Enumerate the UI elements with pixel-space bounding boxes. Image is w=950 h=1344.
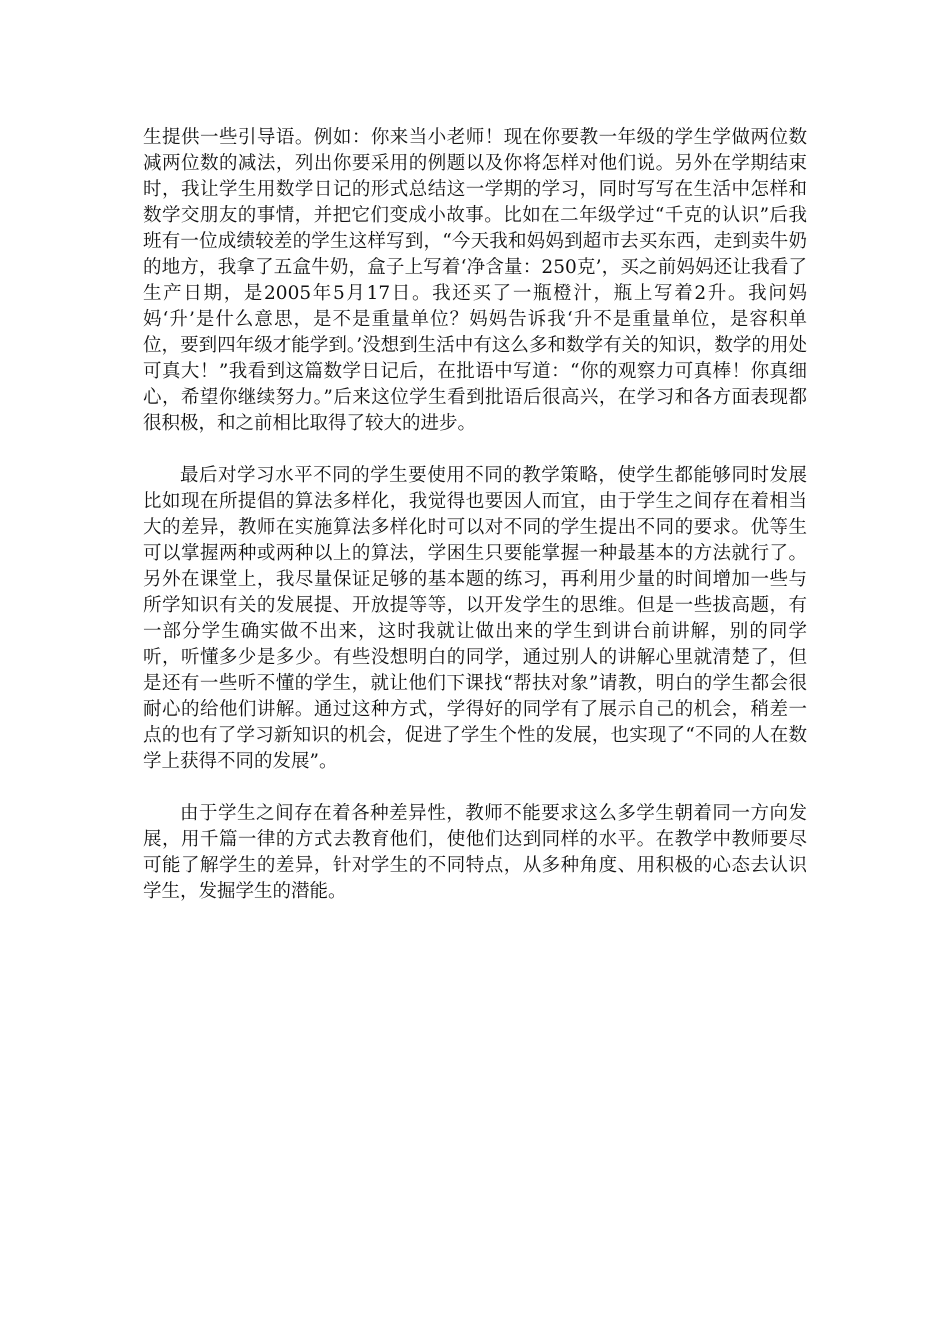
paragraph-1: 生提供一些引导语。例如：你来当小老师！现在你要教一年级的学生学做两位数减两位数的减法，列出你要采用的例题以及你将怎样对他们说。另外在学期结束时，我让学生用数学日记的形式总结这一学期的学习，同时写写在生活中怎样和数学交朋友的事情，并把它们变成小故事。比如在二年级学过“千克的认识”后我班有一位成绩较差的学生这样写到，“今天我和妈妈到超市去买东西，走到卖牛奶的地方，我拿了五盒牛奶，盒子上写着‘净含量：250克’，买之前妈妈还让我看了生产日期，是2005年5月17日。我还买了一瓶橙汁，瓶上写着2升。我问妈妈‘升’是什么意思，是不是重量单位？妈妈告诉我‘升不是重量单位，是容积单位，要到四年级才能学到。’没想到生活中有这么多和数学有关的知识，数学的用处可真大！”我看到这篇数学日记后，在批语中写道：“你的观察力可真棒！你真细心，希望你继续努力。”后来这位学生看到批语后很高兴，在学习和各方面表现都很积极，和之前相比取得了较大的进步。 — [143, 127, 807, 434]
document-body — [143, 125, 807, 931]
paragraph-2: 最后对学习水平不同的学生要使用不同的教学策略，使学生都能够同时发展比如现在所提倡的算法多样化，我觉得也要因人而宜，由于学生之间存在着相当大的差异，教师在实施算法多样化时可以对不同的学生提出不同的要求。优等生可以掌握两种或两种以上的算法，学困生只要能掌握一种最基本的方法就行了。另外在课堂上，我尽量保证足够的基本题的练习，再利用少量的时间增加一些与所学知识有关的发展提、开放提等等，以开发学生的思维。但是一些拔高题，有一部分学生确实做不出来，这时我就让做出来的学生到讲台前讲解，别的同学听，听懂多少是多少。有些没想明白的同学，通过别人的讲解心里就清楚了，但是还有一些听不懂的学生，就让他们下课找“帮扶对象”请教，明白的学生都会很耐心的给他们讲解。通过这种方式，学得好的同学有了展示自己的机会，稍差一点的也有了学习新知识的机会，促进了学生个性的发展，也实现了“不同的人在数学上获得不同的发展”。 — [143, 465, 807, 772]
paragraph-3: 由于学生之间存在着各种差异性，教师不能要求这么多学生朝着同一方向发展，用千篇一律的方式去教育他们，使他们达到同样的水平。在教学中教师要尽可能了解学生的差异，针对学生的不同特点，从多种角度、用积极的心态去认识学生，发掘学生的潜能。 — [143, 803, 807, 902]
